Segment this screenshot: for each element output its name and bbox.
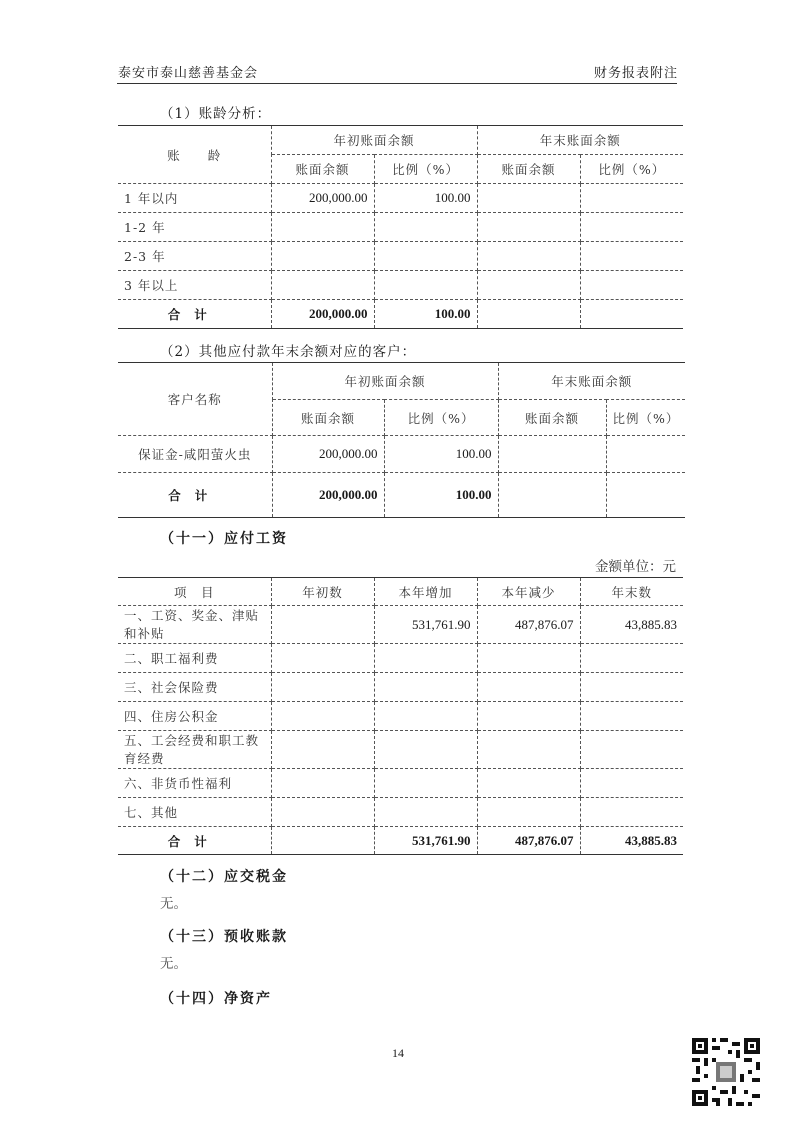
customers-header-begin-ratio: 比例（%） xyxy=(384,400,498,436)
customers-header-end-ratio: 比例（%） xyxy=(606,400,685,436)
table-row xyxy=(118,769,683,798)
begin-value xyxy=(271,769,374,798)
total-begin xyxy=(271,827,374,855)
total-begin-ratio: 100.00 xyxy=(374,300,477,329)
row-label: 3 年以上 xyxy=(118,271,271,300)
decrease-value xyxy=(477,644,580,673)
end-value xyxy=(580,644,683,673)
end-ratio xyxy=(580,242,683,271)
header-item: 项 目 xyxy=(118,578,271,606)
increase-value xyxy=(374,798,477,827)
end-value xyxy=(580,731,683,769)
customers-table xyxy=(118,362,685,518)
aging-table xyxy=(118,125,683,329)
decrease-value xyxy=(477,731,580,769)
begin-value xyxy=(271,798,374,827)
table-row xyxy=(118,242,683,271)
end-value xyxy=(580,769,683,798)
end-balance xyxy=(477,242,580,271)
table-row xyxy=(118,702,683,731)
end-value: 43,885.83 xyxy=(580,606,683,644)
total-label: 合计 xyxy=(118,827,271,855)
begin-ratio xyxy=(374,271,477,300)
customers-header-col0: 客户名称 xyxy=(118,363,272,436)
decrease-value xyxy=(477,769,580,798)
customers-title: （2）其他应付款年末余额对应的客户： xyxy=(160,344,417,360)
table-row xyxy=(118,606,683,644)
total-label: 合计 xyxy=(118,300,271,329)
aging-header-end: 年末账面余额 xyxy=(477,126,683,155)
total-row xyxy=(118,473,685,518)
begin-value xyxy=(271,731,374,769)
end-ratio xyxy=(580,213,683,242)
total-begin-balance: 200,000.00 xyxy=(271,300,374,329)
total-end-ratio xyxy=(606,473,685,518)
table-row xyxy=(118,731,683,769)
page-number: 14 xyxy=(392,1046,404,1060)
decrease-value xyxy=(477,798,580,827)
header-increase: 本年增加 xyxy=(374,578,477,606)
header-decrease: 本年减少 xyxy=(477,578,580,606)
item-label: 三、社会保险费 xyxy=(118,673,271,702)
amount-unit: 金额单位：元 xyxy=(595,559,676,575)
begin-balance xyxy=(271,242,374,271)
end-ratio xyxy=(580,184,683,213)
header-begin: 年初数 xyxy=(271,578,374,606)
end-ratio xyxy=(606,436,685,473)
customers-header-begin-balance: 账面余额 xyxy=(272,400,384,436)
begin-value xyxy=(271,702,374,731)
total-row xyxy=(118,300,683,329)
total-end-balance xyxy=(498,473,606,518)
table-row xyxy=(118,673,683,702)
end-balance xyxy=(498,436,606,473)
net-assets-title: （十四）净资产 xyxy=(160,991,272,1007)
begin-balance xyxy=(271,213,374,242)
begin-ratio: 100.00 xyxy=(384,436,498,473)
customers-header-begin: 年初账面余额 xyxy=(272,363,498,400)
total-row xyxy=(118,827,683,855)
table-row xyxy=(118,271,683,300)
total-end-ratio xyxy=(580,300,683,329)
increase-value xyxy=(374,731,477,769)
table-row xyxy=(118,644,683,673)
total-increase: 531,761.90 xyxy=(374,827,477,855)
item-label: 四、住房公积金 xyxy=(118,702,271,731)
item-label: 七、其他 xyxy=(118,798,271,827)
qr-code-icon xyxy=(692,1038,760,1106)
begin-value xyxy=(271,644,374,673)
increase-value: 531,761.90 xyxy=(374,606,477,644)
begin-balance: 200,000.00 xyxy=(272,436,384,473)
total-begin-balance: 200,000.00 xyxy=(272,473,384,518)
total-label: 合计 xyxy=(118,473,272,518)
table-row xyxy=(118,436,685,473)
end-value xyxy=(580,702,683,731)
increase-value xyxy=(374,644,477,673)
organization-name: 泰安市泰山慈善基金会 xyxy=(118,66,259,81)
payroll-title: （十一）应付工资 xyxy=(160,531,288,547)
end-value xyxy=(580,798,683,827)
table-row xyxy=(118,798,683,827)
item-label: 五、工会经费和职工教育经费 xyxy=(118,731,271,769)
row-label: 1-2 年 xyxy=(118,213,271,242)
customer-name: 保证金-咸阳萤火虫 xyxy=(118,436,272,473)
aging-header-begin-balance: 账面余额 xyxy=(271,155,374,184)
total-end-balance xyxy=(477,300,580,329)
document-type: 财务报表附注 xyxy=(593,66,678,81)
customers-header-end-balance: 账面余额 xyxy=(498,400,606,436)
aging-header-col0: 账 龄 xyxy=(118,126,271,184)
begin-ratio xyxy=(374,213,477,242)
increase-value xyxy=(374,673,477,702)
item-label: 一、工资、奖金、津贴和补贴 xyxy=(118,606,271,644)
payroll-table xyxy=(118,577,683,855)
advance-title: （十三）预收账款 xyxy=(160,929,288,945)
aging-header-end-ratio: 比例（%） xyxy=(580,155,683,184)
aging-title: （1）账龄分析： xyxy=(160,106,272,122)
total-begin-ratio: 100.00 xyxy=(384,473,498,518)
table-row xyxy=(118,213,683,242)
end-value xyxy=(580,673,683,702)
table-row xyxy=(118,184,683,213)
row-label: 2-3 年 xyxy=(118,242,271,271)
advance-text: 无。 xyxy=(160,956,187,972)
total-decrease: 487,876.07 xyxy=(477,827,580,855)
increase-value xyxy=(374,702,477,731)
begin-value xyxy=(271,673,374,702)
begin-ratio: 100.00 xyxy=(374,184,477,213)
begin-balance xyxy=(271,271,374,300)
taxes-title: （十二）应交税金 xyxy=(160,869,288,885)
begin-value xyxy=(271,606,374,644)
total-end: 43,885.83 xyxy=(580,827,683,855)
aging-header-end-balance: 账面余额 xyxy=(477,155,580,184)
decrease-value xyxy=(477,702,580,731)
aging-header-begin-ratio: 比例（%） xyxy=(374,155,477,184)
end-ratio xyxy=(580,271,683,300)
begin-ratio xyxy=(374,242,477,271)
aging-header-begin: 年初账面余额 xyxy=(271,126,477,155)
decrease-value: 487,876.07 xyxy=(477,606,580,644)
taxes-text: 无。 xyxy=(160,896,187,912)
item-label: 六、非货币性福利 xyxy=(118,769,271,798)
customers-header-end: 年末账面余额 xyxy=(498,363,685,400)
header-end: 年末数 xyxy=(580,578,683,606)
header-rule xyxy=(117,83,677,84)
begin-balance: 200,000.00 xyxy=(271,184,374,213)
increase-value xyxy=(374,769,477,798)
row-label: 1 年以内 xyxy=(118,184,271,213)
end-balance xyxy=(477,184,580,213)
decrease-value xyxy=(477,673,580,702)
item-label: 二、职工福利费 xyxy=(118,644,271,673)
end-balance xyxy=(477,213,580,242)
end-balance xyxy=(477,271,580,300)
